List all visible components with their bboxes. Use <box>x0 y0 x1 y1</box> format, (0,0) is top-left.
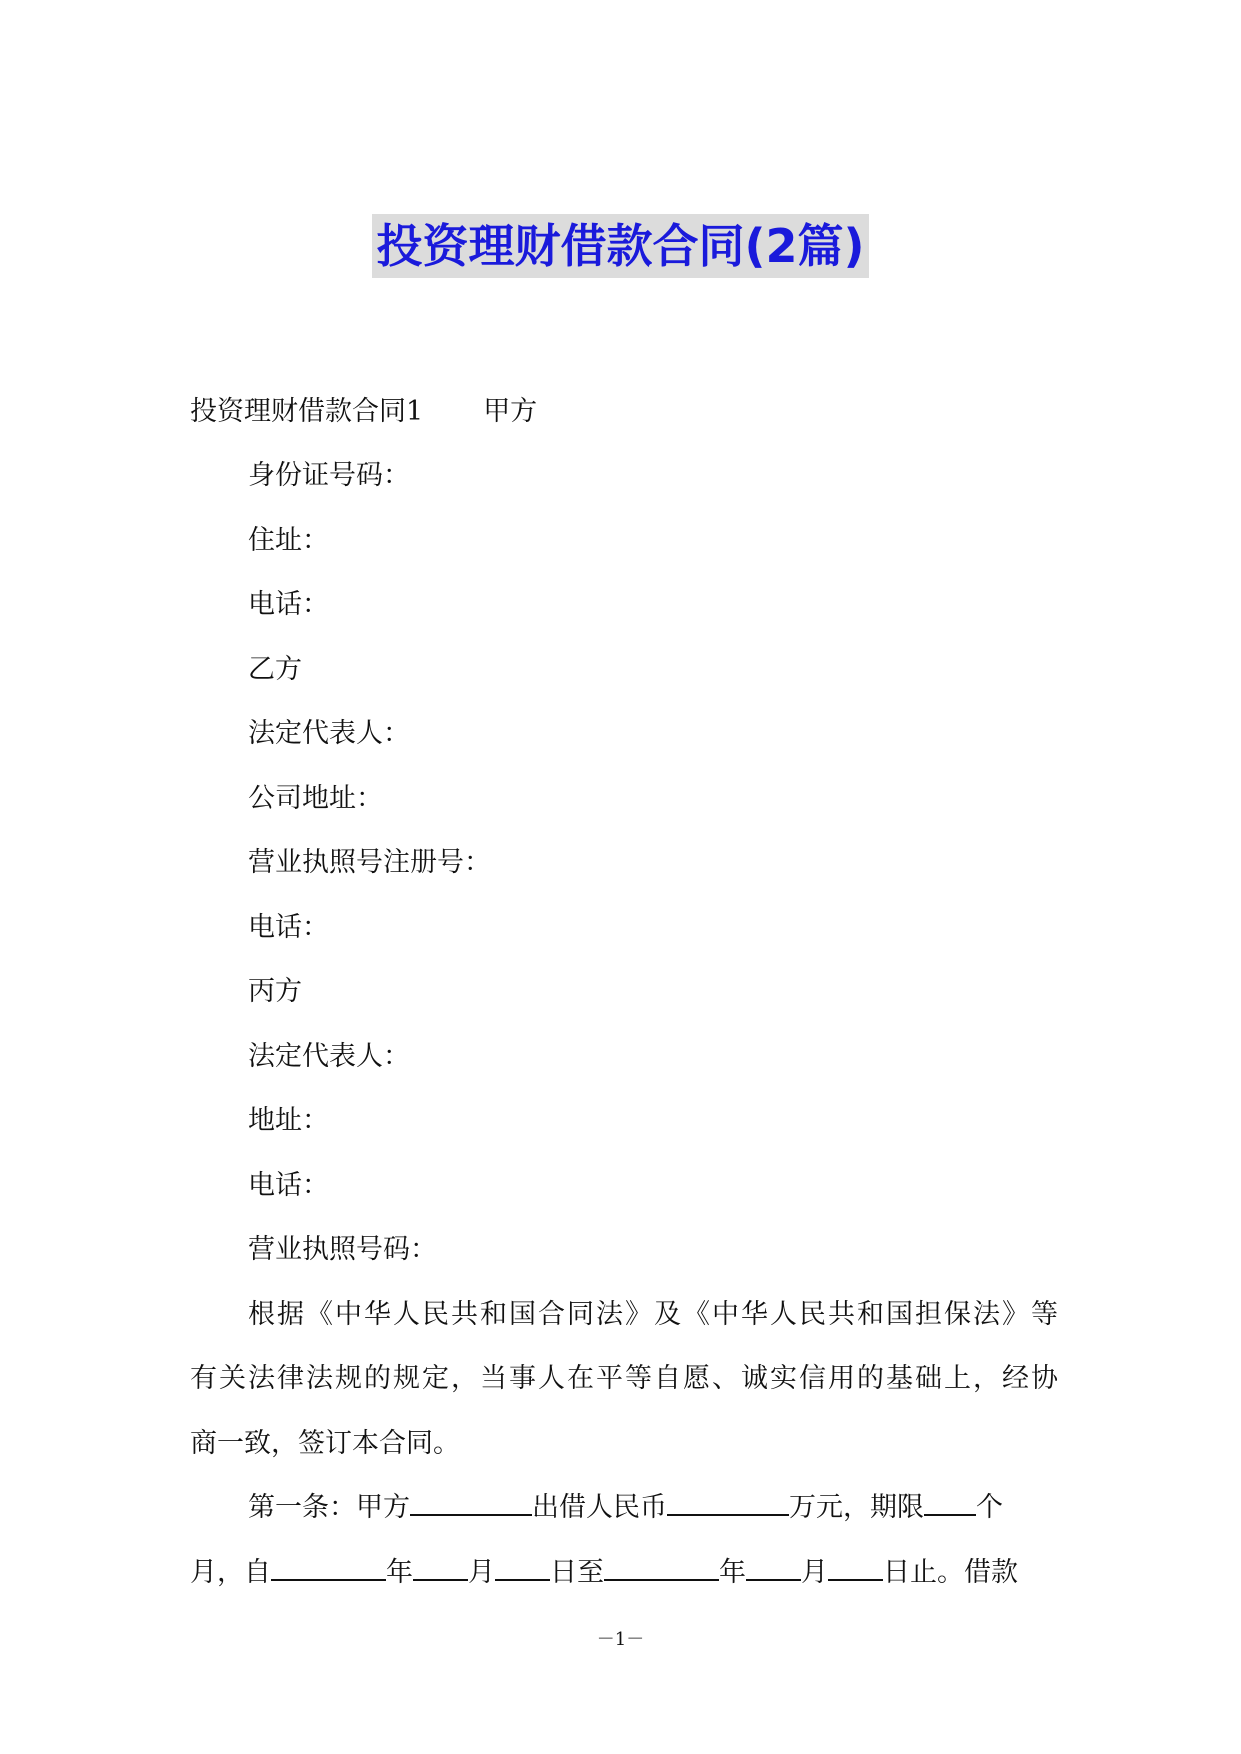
party-a-label: 甲方 <box>483 396 538 427</box>
party-b-license-number-line: 营业执照号注册号： <box>248 847 491 878</box>
clause-text: 第一条：甲方 <box>248 1492 410 1523</box>
clause-text: 年 <box>719 1557 746 1588</box>
contract-heading-line <box>190 394 537 430</box>
fill-blank <box>413 1555 468 1581</box>
clause-text: 月，自 <box>190 1557 271 1588</box>
clause-text: 月 <box>801 1557 828 1588</box>
clause-1-line-2 <box>190 1555 1018 1591</box>
party-a-address-line: 住址： <box>248 525 329 556</box>
paragraph-line: 根据《中华人民共和国合同法》及《中华人民共和国担保法》等 <box>248 1299 1058 1330</box>
fill-blank <box>271 1555 386 1581</box>
clause-text: 万元，期限 <box>789 1492 924 1523</box>
fill-blank <box>667 1490 789 1516</box>
clause-text: 月 <box>468 1557 495 1588</box>
fill-blank <box>604 1555 719 1581</box>
party-c-phone-line: 电话： <box>248 1170 329 1201</box>
clause-1-line-1 <box>248 1490 1003 1526</box>
party-b-representative-line: 法定代表人： <box>248 718 410 749</box>
fill-blank <box>495 1555 550 1581</box>
party-a-phone-line: 电话： <box>248 589 329 620</box>
party-c-label: 丙方 <box>248 976 302 1007</box>
clause-text: 出借人民币 <box>532 1492 667 1523</box>
clause-text: 日止。借款 <box>883 1557 1018 1588</box>
party-b-phone-line: 电话： <box>248 912 329 943</box>
fill-blank <box>410 1490 532 1516</box>
clause-text: 年 <box>386 1557 413 1588</box>
fill-blank <box>828 1555 883 1581</box>
party-c-address-line: 地址： <box>248 1105 329 1136</box>
party-b-label: 乙方 <box>248 654 302 685</box>
clause-text: 个 <box>976 1492 1003 1523</box>
clause-text: 日至 <box>550 1557 604 1588</box>
party-b-company-address-line: 公司地址： <box>248 783 383 814</box>
fill-blank <box>924 1490 976 1516</box>
title-wrap <box>0 214 1241 278</box>
fill-blank <box>746 1555 801 1581</box>
paragraph-line: 商一致，签订本合同。 <box>190 1428 460 1459</box>
id-number-line: 身份证号码： <box>248 460 410 491</box>
document-title: 投资理财借款合同(2篇) <box>372 214 868 278</box>
party-c-license-line: 营业执照号码： <box>248 1234 437 1265</box>
page-number-footer: －1－ <box>596 1629 645 1650</box>
paragraph-line: 有关法律法规的规定，当事人在平等自愿、诚实信用的基础上，经协 <box>190 1363 1058 1394</box>
contract-heading: 投资理财借款合同1 <box>190 396 424 427</box>
party-c-representative-line: 法定代表人： <box>248 1041 410 1072</box>
